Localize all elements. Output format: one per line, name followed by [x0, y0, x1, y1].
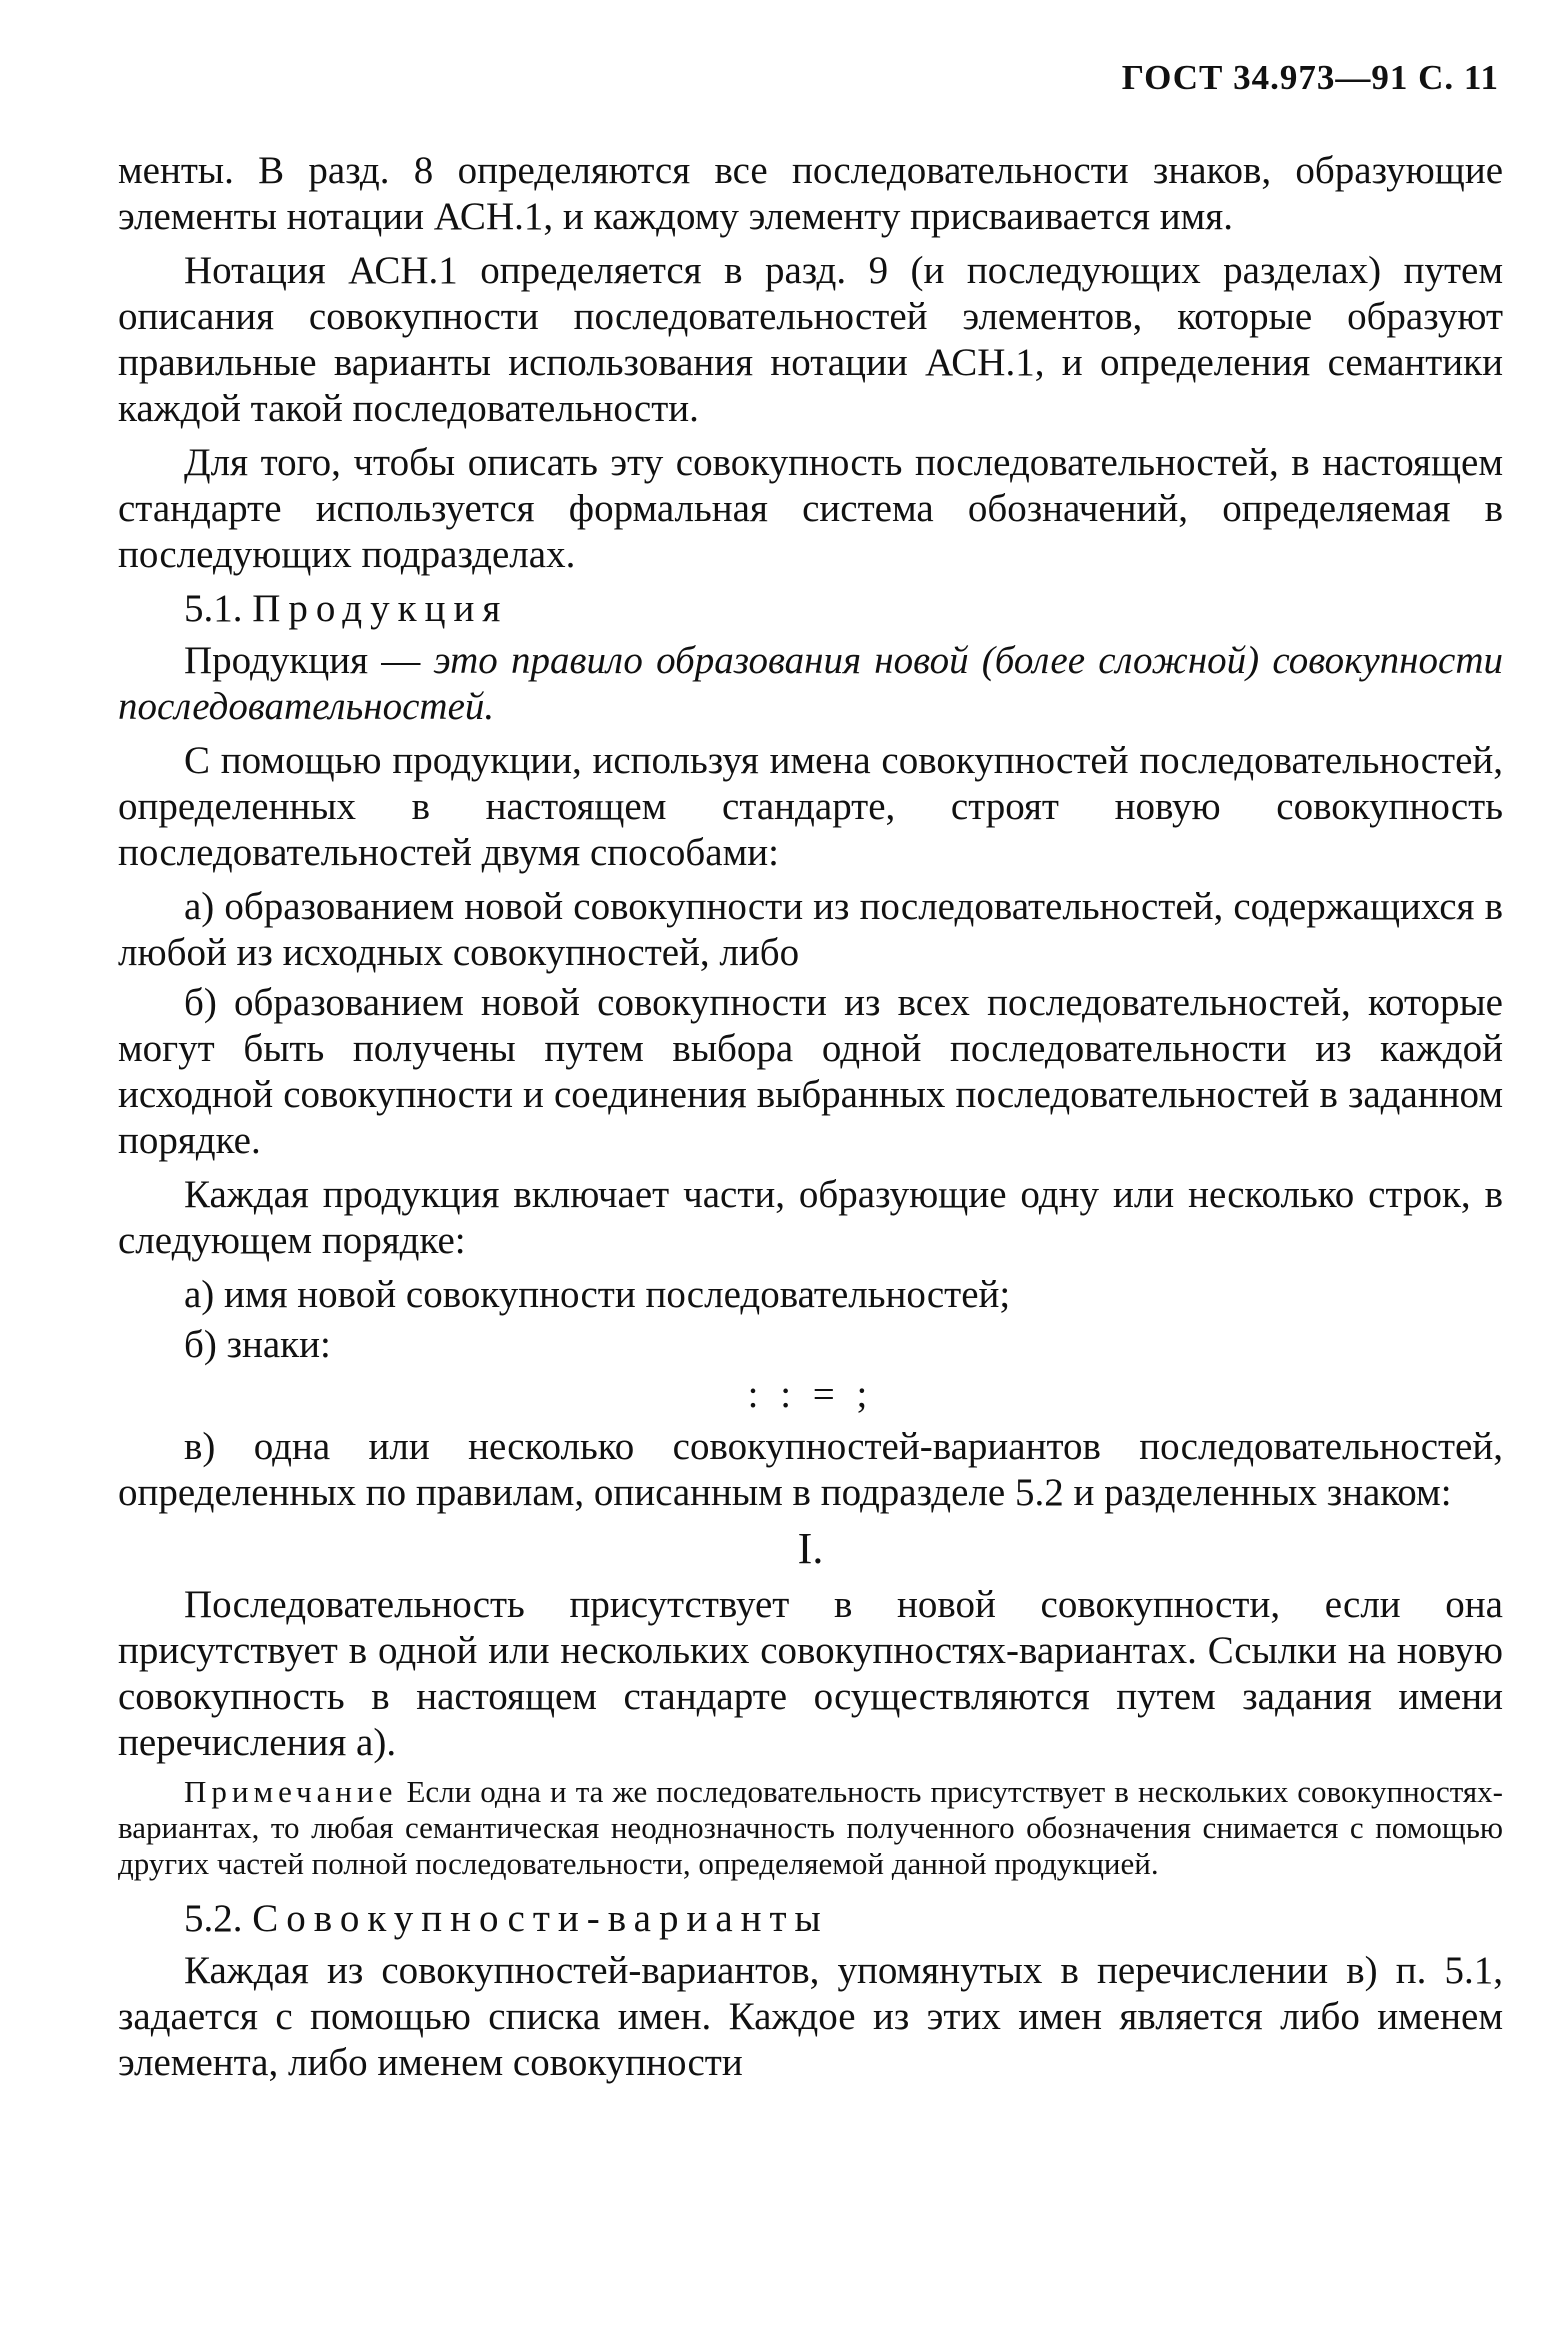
list-item: а) имя новой совокупности последовательностей; — [184, 1273, 1011, 1316]
definition-paragraph — [118, 638, 1503, 730]
paragraph: С помощью продукции, используя имена совокупностей последовательностей, определенных в настоящем стандарте, строят новую совокупность последовательностей двумя способами: — [118, 739, 1503, 874]
production-symbol: : : = ; — [747, 1373, 874, 1416]
section-number: 5.2. — [184, 1897, 243, 1940]
section-heading-5-2 — [118, 1896, 1503, 1942]
section-title: Продукция — [252, 587, 509, 630]
paragraph: Каждая из совокупностей-вариантов, упомянутых в перечислении в) п. 5.1, задается с помощью списка имен. Каждое из этих имен является либо именем элемента, либо именем совокупности — [118, 1949, 1503, 2084]
document-body — [118, 148, 1503, 2094]
definition-dash: — — [368, 639, 434, 682]
section-title: Совокупности-варианты — [252, 1897, 829, 1940]
list-item: а) образованием новой совокупности из последовательностей, содержащихся в любой из исходных совокупностей, либо — [118, 885, 1503, 974]
paragraph: менты. В разд. 8 определяются все последовательности знаков, образующие элементы нотации АСН.1, и каждому элементу присваивается имя. — [118, 149, 1503, 238]
note — [118, 1774, 1503, 1882]
note-label: Примечание — [184, 1774, 398, 1809]
paragraph: Последовательность присутствует в новой совокупности, если она присутствует в одной или нескольких совокупностях-вариантах. Ссылки на новую совокупность в настоящем стандарте осуществляются путем задания имени перечисления а). — [118, 1583, 1503, 1764]
paragraph: Для того, чтобы описать эту совокупность последовательностей, в настоящем стандарте используется формальная система обозначений, определяемая в последующих подразделах. — [118, 441, 1503, 576]
page-header: ГОСТ 34.973—91 С. 11 — [1121, 58, 1499, 97]
list-item: б) знаки: — [184, 1323, 331, 1366]
list-item: в) одна или несколько совокупностей-вариантов последовательностей, определенных по правилам, описанным в подразделе 5.2 и разделенных знаком: — [118, 1425, 1503, 1514]
note-text: Если одна и та же последовательность присутствует в нескольких совокупностях-вариантах, то любая семантическая неоднозначность полученного обозначения снимается с помощью других частей полной последовательности, определяемой данной продукцией. — [118, 1774, 1503, 1881]
paragraph: Каждая продукция включает части, образующие одну или несколько строк, в следующем порядке: — [118, 1173, 1503, 1262]
section-heading-5-1 — [118, 586, 1503, 632]
list-item: б) образованием новой совокупности из всех последовательностей, которые могут быть получены путем выбора одной последовательности из каждой исходной совокупности и соединения выбранных последовательностей в заданном порядке. — [118, 981, 1503, 1162]
definition-text: это правило образования новой (более сложной) совокупности последовательностей. — [118, 639, 1503, 728]
section-number: 5.1. — [184, 587, 243, 630]
separator-symbol: I. — [797, 1524, 824, 1573]
defined-term: Продукция — [184, 639, 369, 682]
paragraph: Нотация АСН.1 определяется в разд. 9 (и последующих разделах) путем описания совокупности последовательностей элементов, которые образуют правильные варианты использования нотации АСН.1, и определения семантики каждой такой последовательности. — [118, 249, 1503, 430]
